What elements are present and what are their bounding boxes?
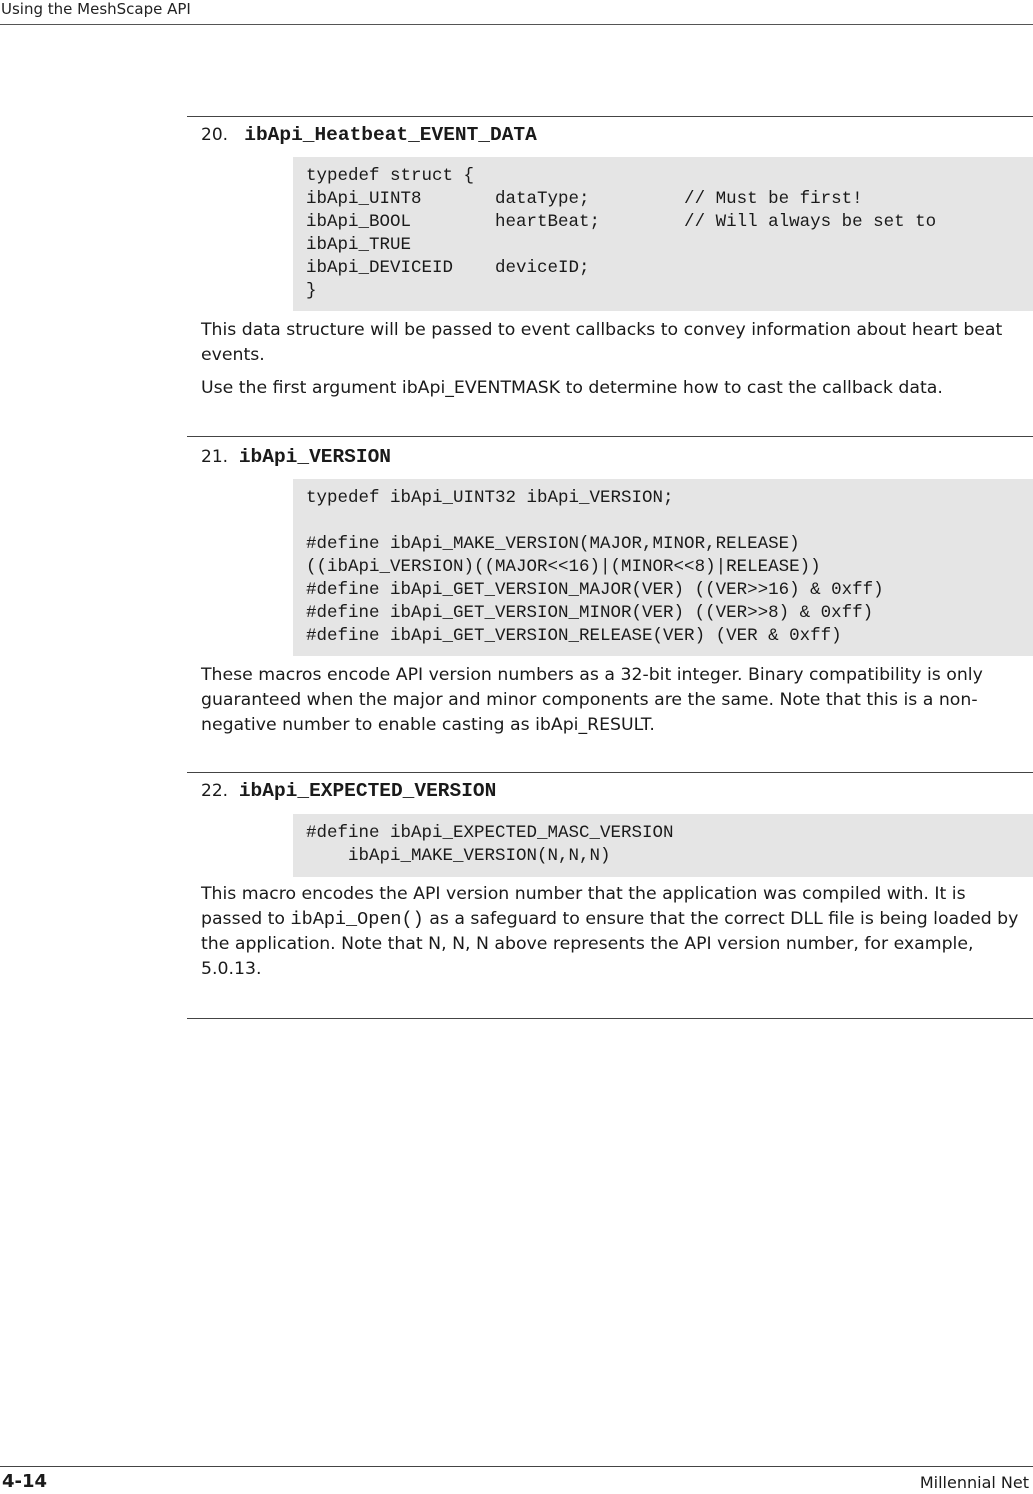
code-block-version [293,479,1033,656]
section-22-title [201,780,496,802]
code-line: ibApi_TRUE [306,235,412,255]
code-line: ibApi_MAKE_VERSION(N,N,N) [306,846,611,866]
code-line: ((ibApi_VERSION)((MAJOR<<16)|(MINOR<<8)|RELEASE)) [306,557,821,577]
paragraph-text: as a safeguard to ensure that the correct DLL file is being loaded by the application. Note that N, N, N above represents the API version number, for example, 5.0.13. [201,909,1019,979]
section-20-title [201,124,537,146]
section-number: 22. [201,781,229,801]
code-line: #define ibApi_GET_VERSION_MINOR(VER) ((VER>>8) & 0xff) [306,603,874,623]
section-21-title [201,446,391,468]
section-divider [187,772,1033,773]
inline-code: ibApi_Open() [290,909,424,930]
section-name: ibApi_VERSION [238,446,391,468]
paragraph-text: This macro encodes the API version number that the application was compiled with. It is passed to [201,884,966,929]
paragraph [201,882,1021,982]
code-line [306,510,1033,533]
code-line: typedef struct { [306,166,475,186]
code-line: #define ibApi_EXPECTED_MASC_VERSION [306,823,674,843]
code-line: ibApi_UINT8 dataType; // Must be first! [306,189,863,209]
code-line: #define ibApi_GET_VERSION_MAJOR(VER) ((VER>>16) & 0xff) [306,580,884,600]
code-line: ibApi_DEVICEID deviceID; [306,258,590,278]
section-name: ibApi_EXPECTED_VERSION [238,780,497,802]
paragraph: These macros encode API version numbers as a 32-bit integer. Binary compatibility is only guaranteed when the major and minor components are the same. Note that this is a non-negative number to enable casting as ibApi_RESULT. [201,665,983,735]
page-number: 4-14 [2,1471,48,1492]
section-divider [187,1018,1033,1019]
code-line: #define ibApi_MAKE_VERSION(MAJOR,MINOR,RELEASE) [306,534,800,554]
code-line: } [306,281,317,301]
running-header-title: Using the MeshScape API [1,0,191,18]
section-divider [187,436,1033,437]
code-block-expected-version [293,814,1033,877]
code-block-heartbeat [293,157,1033,311]
code-line: typedef ibApi_UINT32 ibApi_VERSION; [306,488,674,508]
section-number: 20. [201,125,229,145]
section-name: ibApi_Heatbeat_EVENT_DATA [244,124,537,146]
footer-rule [0,1466,1033,1467]
code-line: ibApi_BOOL heartBeat; // Will always be set to [306,212,937,232]
section-divider [187,116,1033,117]
running-header [0,0,1033,25]
paragraph: This data structure will be passed to event callbacks to convey information about heart beat events. [201,320,1003,365]
code-line: #define ibApi_GET_VERSION_RELEASE(VER) (VER & 0xff) [306,626,842,646]
paragraph: Use the first argument ibApi_EVENTMASK to determine how to cast the callback data. [201,378,943,398]
publisher-name: Millennial Net [919,1473,1029,1492]
section-number: 21. [201,447,229,467]
